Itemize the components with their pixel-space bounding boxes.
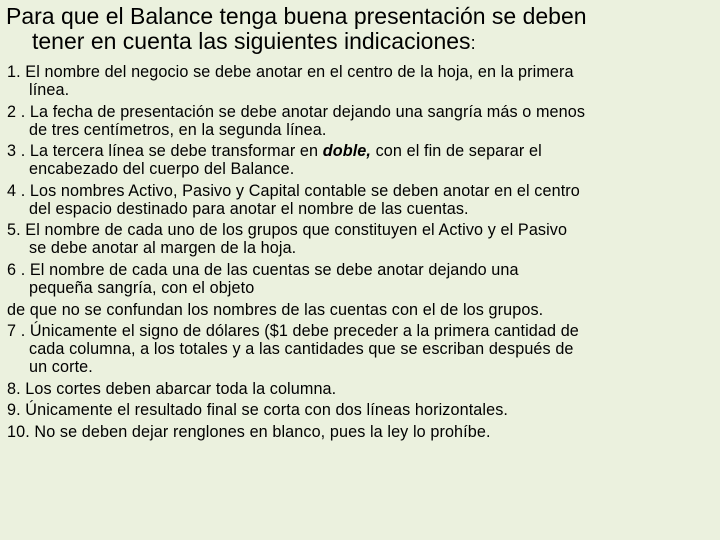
instruction-line: 10. No se deben dejar renglones en blanco, pues la ley lo prohíbe.: [7, 422, 491, 441]
instruction-text: con el fin de separar el: [371, 142, 542, 161]
slide-title-line-1: Para que el Balance tenga buena presentación se deben: [6, 3, 587, 29]
instruction-line: de tres centímetros, en la segunda línea.: [29, 120, 327, 139]
instruction-line: [7, 142, 713, 160]
slide-title: [6, 4, 714, 56]
instruction-line: 1. El nombre del negocio se debe anotar en el centro de la hoja, en la primera: [7, 63, 574, 81]
instruction-line: línea.: [29, 81, 70, 99]
instruction-item-9: [7, 401, 713, 419]
instruction-line: pequeña sangría, con el objeto: [29, 278, 255, 297]
instruction-line: 7 . Únicamente el signo de dólares ($1 debe preceder a la primera cantidad de: [7, 322, 579, 341]
slide-title-line-2: [6, 29, 714, 56]
instruction-item-1: [7, 63, 713, 99]
instruction-item-5: [7, 221, 713, 257]
instruction-line: del espacio destinado para anotar el nombre de las cuentas.: [29, 199, 469, 218]
instruction-line: 6 . El nombre de cada una de las cuentas se debe anotar dejando una: [7, 260, 519, 279]
instructions-list: [7, 63, 713, 445]
instruction-item-4: [7, 182, 713, 218]
emphasized-word: doble,: [322, 142, 371, 161]
instruction-line: 4 . Los nombres Activo, Pasivo y Capital contable se deben anotar en el centro: [7, 181, 580, 200]
instruction-line: un corte.: [29, 358, 93, 377]
slide-title-line-2-text: tener en cuenta las siguientes indicaciones: [32, 28, 471, 54]
slide-title-colon: :: [470, 33, 476, 53]
instruction-item-2: [7, 103, 713, 139]
instruction-item-3: [7, 142, 713, 178]
instruction-item-6: [7, 261, 713, 319]
instruction-line: se debe anotar al margen de la hoja.: [29, 239, 297, 258]
instruction-line: 9. Únicamente el resultado final se corta con dos líneas horizontales.: [7, 401, 508, 420]
instruction-item-7: [7, 322, 713, 376]
instruction-line: 5. El nombre de cada uno de los grupos que constituyen el Activo y el Pasivo: [7, 221, 568, 240]
instruction-line: 8. Los cortes deben abarcar toda la columna.: [7, 379, 337, 398]
instruction-line: encabezado del cuerpo del Balance.: [29, 160, 295, 179]
instruction-line: de que no se confundan los nombres de las cuentas con el de los grupos.: [7, 300, 544, 319]
instruction-line: cada columna, a los totales y a las cantidades que se escriban después de: [29, 340, 574, 359]
instruction-text: 3 . La tercera línea se debe transformar en: [7, 142, 323, 161]
instruction-item-10: [7, 423, 713, 441]
instruction-item-8: [7, 380, 713, 398]
instruction-line: 2 . La fecha de presentación se debe anotar dejando una sangría más o menos: [7, 102, 586, 121]
